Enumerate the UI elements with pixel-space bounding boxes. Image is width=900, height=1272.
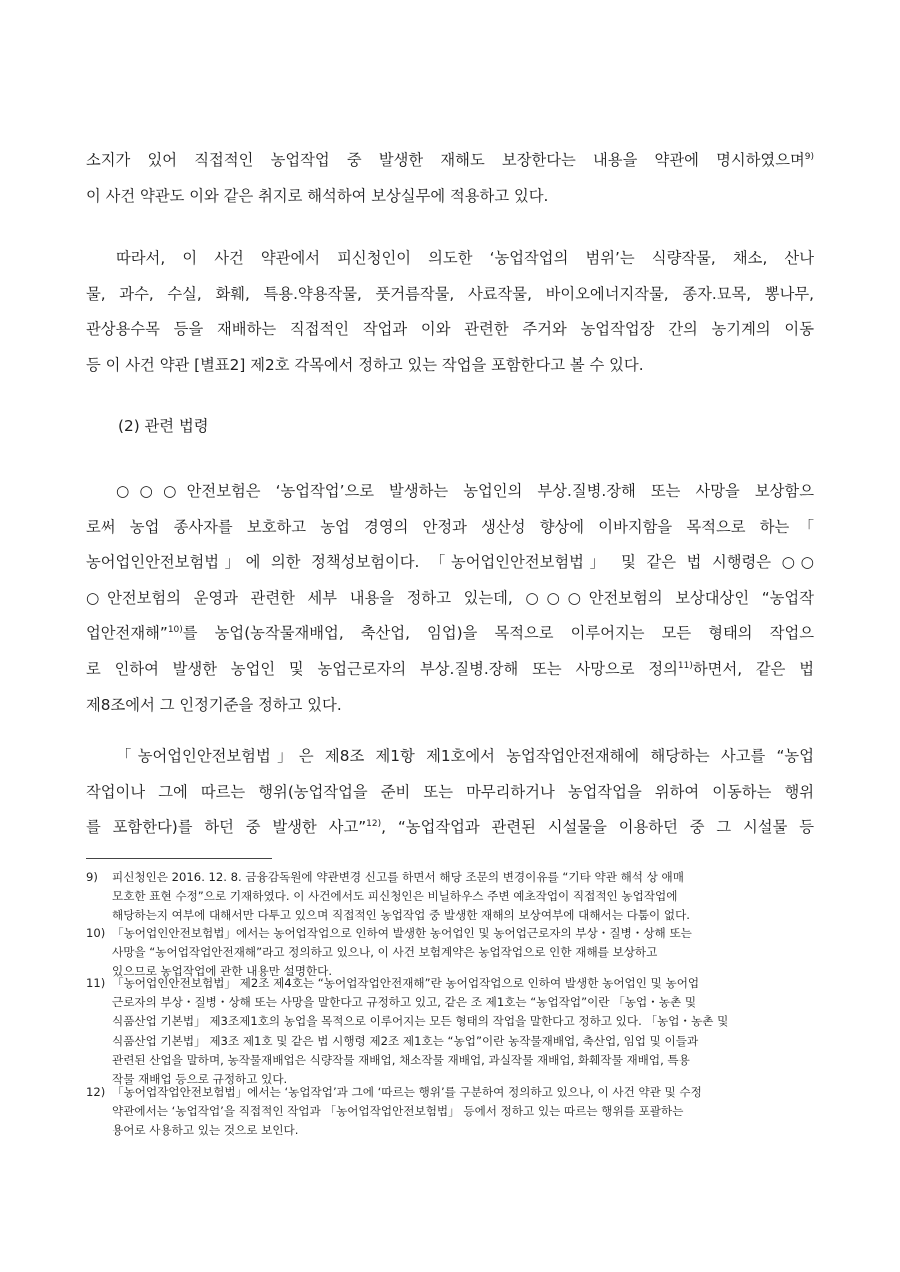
text-line: 물, 과수, 수실, 화훼, 특용.약용작물, 풋거름작물, 사료작물, 바이오에너지작물, 종자.묘목, 뽕나무, (86, 284, 814, 303)
footnote-line: 피신청인은 2016. 12. 8. 금융감독원에 약관변경 신고를 하면서 해당 조문의 변경이유를 “기타 약관 해석 상 애매 (112, 870, 684, 884)
text-line: 농어업인안전보험법」에 의한 정책성보험이다. 「농어업인안전보험법」 및 같은 법 시행령은 ○○ (86, 553, 814, 572)
footnote-9 (86, 868, 814, 926)
footnote-10 (86, 924, 814, 982)
footnote-line: 사망을 “농어업작업안전재해”라고 정의하고 있으나, 이 사건 보험계약은 농업작업으로 인한 재해를 보상하고 (112, 945, 658, 960)
footnote-line: 근로자의 부상・질병・상해 또는 사망을 말한다고 규정하고 있고, 같은 조 제1호는 “농업작업”이란 「농업・농촌 및 (112, 995, 697, 1010)
text-line: 등 이 사건 약관 [별표2] 제2호 각목에서 정하고 있는 작업을 포함한다고 볼 수 있다. (86, 355, 644, 374)
section-heading: (2) 관련 법령 (118, 417, 209, 435)
footnote-line: 있으므로 농업작업에 관한 내용만 설명한다. (112, 964, 333, 979)
text-line: 업안전재해”$^{10)}$를 농업(농작물재배업, 축산업, 임업)을 목적으로 이루어지는 모든 형태의 작업으 (86, 624, 814, 643)
paragraph-3 (86, 474, 814, 723)
text-line: 제8조에서 그 인정기준을 정하고 있다. (86, 695, 342, 714)
footnote-text (86, 868, 814, 926)
footnote-line: 식품산업 기본법」 제3조제1호의 농업을 목적으로 이루어지는 모든 형태의 작업을 말한다고 정하고 있다. 「농업・농촌 및 (112, 1014, 729, 1029)
footnote-text (86, 1083, 814, 1141)
text-line: 로써 농업 종사자를 보호하고 농업 경영의 안정과 생산성 향상에 이바지함을 목적으로 하는「 (86, 517, 814, 536)
footnote-ref-10[interactable]: 10) (167, 625, 183, 636)
text-line: 작업이나 그에 따르는 행위(농업작업을 준비 또는 마무리하거나 농업작업을 위하여 이동하는 행위 (86, 782, 814, 801)
footnote-line: 모호한 표현 수정”으로 기재하였다. 이 사건에서도 피신청인은 비닐하우스 주변 예초작업이 직접적인 농업작업에 (112, 889, 678, 904)
footnote-line: 약관에서는 ‘농업작업’을 직접적인 작업과 「농어업작업안전보험법」 등에서 정하고 있는 따르는 행위를 포괄하는 (112, 1104, 684, 1119)
footnote-number: 10) (86, 926, 106, 940)
footnote-line: 「농어업인안전보험법」에서는 농어업작업으로 인하여 발생한 농어업인 및 농어업근로자의 부상・질병・상해 또는 (112, 926, 692, 940)
text-line: 「농어업인안전보험법」은 제8조 제1항 제1호에서 농업작업안전재해에 해당하는 사고를 “농업 (116, 747, 814, 765)
footnote-number: 11) (86, 976, 106, 990)
footnote-12 (86, 1083, 814, 1141)
footnote-line: 식품산업 기본법」 제3조 제1호 및 같은 법 시행령 제2조 제1호는 “농업”이란 농작물재배업, 축산업, 임업 및 이들과 (112, 1033, 699, 1048)
text-line: ○○○안전보험은 ‘농업작업’으로 발생하는 농업인의 부상.질병.장해 또는 사망을 보상함으 (116, 482, 814, 500)
text-line: 관상용수목 등을 재배하는 직접적인 작업과 이와 관련한 주거와 농업작업장 간의 농기계의 이동 (86, 320, 814, 339)
footnote-line: 해당하는지 여부에 대해서만 다투고 있으며 직접적인 농업작업 중 발생한 재해의 보상여부에 대해서는 다툼이 없다. (112, 908, 690, 923)
footnote-ref-11[interactable]: 11) (677, 660, 693, 671)
text-line: 이 사건 약관도 이와 같은 취지로 해석하여 보상실무에 적용하고 있다. (86, 186, 549, 205)
footnote-ref-9[interactable]: 9) (804, 152, 814, 162)
footnote-number: 9) (86, 870, 98, 884)
footnote-text (86, 974, 814, 1089)
paragraph-2 (86, 241, 814, 383)
footnote-separator (86, 858, 272, 859)
paragraph-1 (86, 143, 814, 214)
footnote-ref-12[interactable]: 12) (366, 819, 382, 830)
text-line: 를 포함한다)를 하던 중 발생한 사고”$^{12)}$, “농업작업과 관련된 시설물을 이용하던 중 그 시설물 등 (86, 818, 814, 837)
footnote-line: 「농어업작업안전보험법」에서는 ‘농업작업’과 그에 ‘따르는 행위’를 구분하여 정의하고 있으나, 이 사건 약관 및 수정 (112, 1085, 702, 1099)
paragraph-4 (86, 739, 814, 846)
text-line: ○안전보험의 운영과 관련한 세부 내용을 정하고 있는데, ○○○안전보험의 보상대상인 “농업작 (86, 588, 814, 607)
footnote-line: 작물 재배업 등으로 규정하고 있다. (112, 1072, 288, 1087)
footnote-11 (86, 974, 814, 1089)
footnote-line: 「농어업인안전보험법」 제2조 제4호는 “농어업작업안전재해”란 농어업작업으로 인하여 발생한 농어업인 및 농어업 (112, 976, 700, 990)
footnote-number: 12) (86, 1085, 106, 1099)
text-line: 소지가 있어 직접적인 농업작업 중 발생한 재해도 보장한다는 내용을 약관에 명시하였으며$^{9)}$ (86, 151, 814, 169)
footnote-text (86, 924, 814, 982)
text-line: 로 인하여 발생한 농업인 및 농업근로자의 부상.질병.장해 또는 사망으로 정의$^{11)}$하면서, 같은 법 (86, 659, 814, 678)
footnote-line: 관련된 산업을 말하며, 농작물재배업은 식량작물 재배업, 채소작물 재배업, 과실작물 재배업, 화훼작물 재배업, 특용 (112, 1052, 690, 1067)
text-line: 따라서, 이 사건 약관에서 피신청인이 의도한 ‘농업작업의 범위’는 식량작물, 채소, 산나 (116, 249, 814, 267)
footnote-line: 용어로 사용하고 있는 것으로 보인다. (112, 1123, 299, 1138)
